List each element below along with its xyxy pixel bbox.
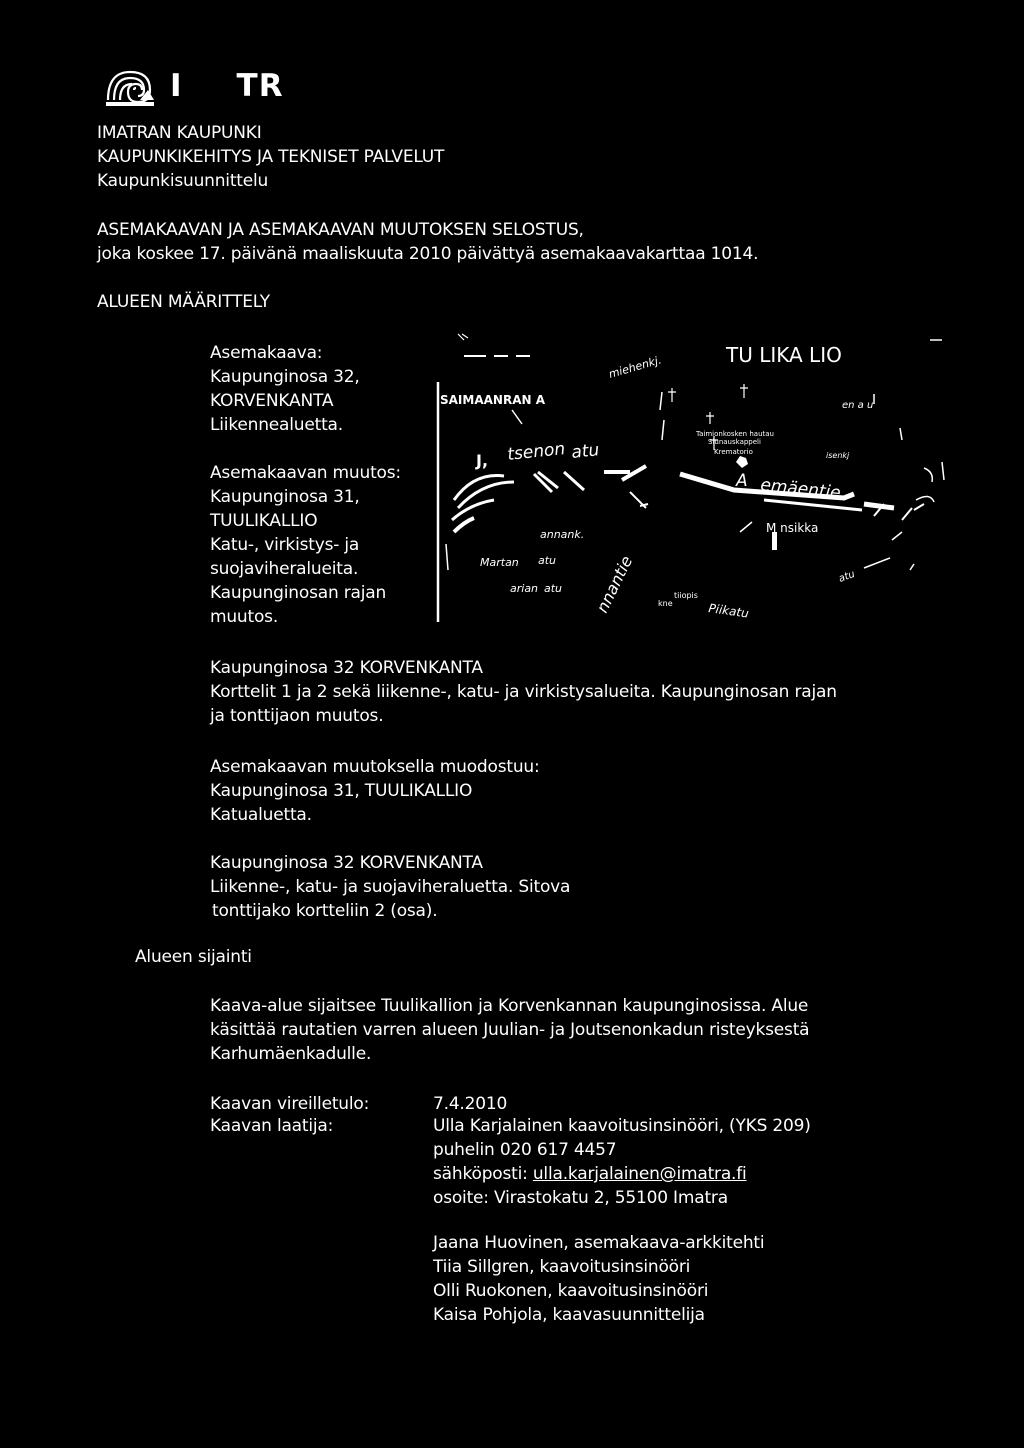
author-label: Kaavan laatija:	[210, 1116, 334, 1136]
document-title: ASEMAKAAVAN JA ASEMAKAAVAN MUUTOKSEN SELOSTUS,	[97, 220, 584, 240]
author-email-row	[433, 1164, 747, 1185]
map-label-j: J,	[476, 451, 489, 470]
document-subtitle: joka koskee 17. päivänä maaliskuuta 2010 päivättyä asemakaavakarttaa 1014.	[97, 244, 759, 264]
korvenkanta-heading: Kaupunginosa 32 KORVENKANTA	[210, 658, 483, 678]
waves-logo-icon	[104, 66, 156, 106]
muodostuu-heading: Asemakaavan muutoksella muodostuu:	[210, 757, 540, 777]
plan-district-name: KORVENKANTA	[210, 391, 334, 411]
staff-member: Tiia Sillgren, kaavoitusinsinööri	[433, 1257, 691, 1277]
change-district: Kaupunginosa 31,	[210, 487, 360, 507]
logo-letter-i: I	[170, 68, 183, 104]
staff-member: Kaisa Pohjola, kaavasuunnittelija	[433, 1305, 705, 1325]
logo-letters-tr: TR	[236, 68, 284, 104]
map-label-a: A	[736, 471, 748, 491]
location-heading: Alueen sijainti	[135, 947, 252, 967]
location-desc-cont: käsittää rautatien varren alueen Juulian- ja Joutsenonkadun risteyksestä	[210, 1020, 810, 1040]
imatra-logo	[104, 66, 284, 106]
author-email-link[interactable]: ulla.karjalainen@imatra.fi	[532, 1164, 747, 1184]
map-label-arian: arian	[510, 582, 539, 595]
map-label-martan: Martan	[480, 556, 519, 569]
map-label-saimaanranta: SAIMAANRAN A	[440, 393, 545, 407]
change-label: Asemakaavan muutos:	[210, 463, 401, 483]
map-label-tuulikallio: TU LIKA LIO	[726, 343, 842, 367]
author-name: Ulla Karjalainen kaavoitusinsinööri, (YKS 209)	[433, 1116, 811, 1136]
muodostuu-district: Kaupunginosa 31, TUULIKALLIO	[210, 781, 473, 801]
map-label-piikatu: Piikatu	[707, 601, 750, 621]
map-label-atu-1: atu	[538, 554, 557, 567]
korvenkanta2-heading: Kaupunginosa 32 KORVENKANTA	[210, 853, 483, 873]
location-desc-end: Karhumäenkadulle.	[210, 1044, 372, 1064]
map-label-hautausmaa: Taimionkosken hautau	[696, 430, 774, 438]
map-label-joutsenon-atu: atu	[570, 440, 601, 463]
map-label-en-a-u: en a u	[842, 400, 874, 411]
section-heading: ALUEEN MÄÄRITTELY	[97, 292, 270, 312]
change-area-type-cont: suojaviheralueita.	[210, 559, 359, 579]
map-label-tiiopis: tiiopis	[674, 591, 698, 600]
map-label-kne: kne	[658, 599, 673, 608]
map-label-atu-2: atu	[544, 582, 563, 595]
change-boundary: Kaupunginosan rajan	[210, 583, 387, 603]
staff-member: Olli Ruokonen, kaavoitusinsinööri	[433, 1281, 709, 1301]
location-desc: Kaava-alue sijaitsee Tuulikallion ja Korvenkannan kaupunginosissa. Alue	[210, 996, 809, 1016]
korvenkanta2-desc: Liikenne-, katu- ja suojaviheraluetta. Sitova	[210, 877, 571, 897]
map-label-isenkj: isenkj	[826, 451, 850, 460]
plan-area-type: Liikennealuetta.	[210, 415, 343, 435]
org-name: IMATRAN KAUPUNKI	[97, 123, 262, 143]
department-name: KAUPUNKIKEHITYS JA TEKNISET PALVELUT	[97, 147, 445, 167]
author-phone: puhelin 020 617 4457	[433, 1140, 617, 1160]
map-label-nnantie: nnantie	[592, 552, 637, 616]
muodostuu-area: Katualuetta.	[210, 805, 312, 825]
map-label-karhumaentie: emäentie	[759, 475, 842, 504]
plan-district: Kaupunginosa 32,	[210, 367, 360, 387]
unit-name: Kaupunkisuunnittelu	[97, 171, 269, 191]
map-label-mansikka: M nsikka	[766, 521, 819, 535]
author-address: osoite: Virastokatu 2, 55100 Imatra	[433, 1188, 728, 1208]
map-label-siunauskappeli: Siunauskappeli	[708, 438, 761, 446]
staff-member: Jaana Huovinen, asemakaava-arkkitehti	[433, 1233, 765, 1253]
map-label-miehenkj: miehenkj.	[607, 353, 663, 381]
initiation-label: Kaavan vireilletulo:	[210, 1094, 370, 1114]
korvenkanta-desc-cont: ja tonttijaon muutos.	[210, 706, 384, 726]
change-area-type: Katu-, virkistys- ja	[210, 535, 360, 555]
author-email-label: sähköposti:	[433, 1164, 533, 1184]
initiation-date: 7.4.2010	[433, 1094, 508, 1114]
plan-label: Asemakaava:	[210, 343, 323, 363]
location-map	[434, 332, 962, 630]
map-label-annank: annank.	[540, 528, 585, 541]
change-district-name: TUULIKALLIO	[210, 511, 318, 531]
change-boundary-cont: muutos.	[210, 607, 279, 627]
map-label-krematorio: Krematorio	[714, 448, 753, 456]
korvenkanta2-desc-cont: tonttijako kortteliin 2 (osa).	[212, 901, 438, 921]
map-label-joutsenon: tsenon	[506, 439, 567, 465]
map-label-small-atu: atu	[837, 568, 857, 585]
korvenkanta-desc: Korttelit 1 ja 2 sekä liikenne-, katu- ja virkistysalueita. Kaupunginosan rajan	[210, 682, 837, 702]
